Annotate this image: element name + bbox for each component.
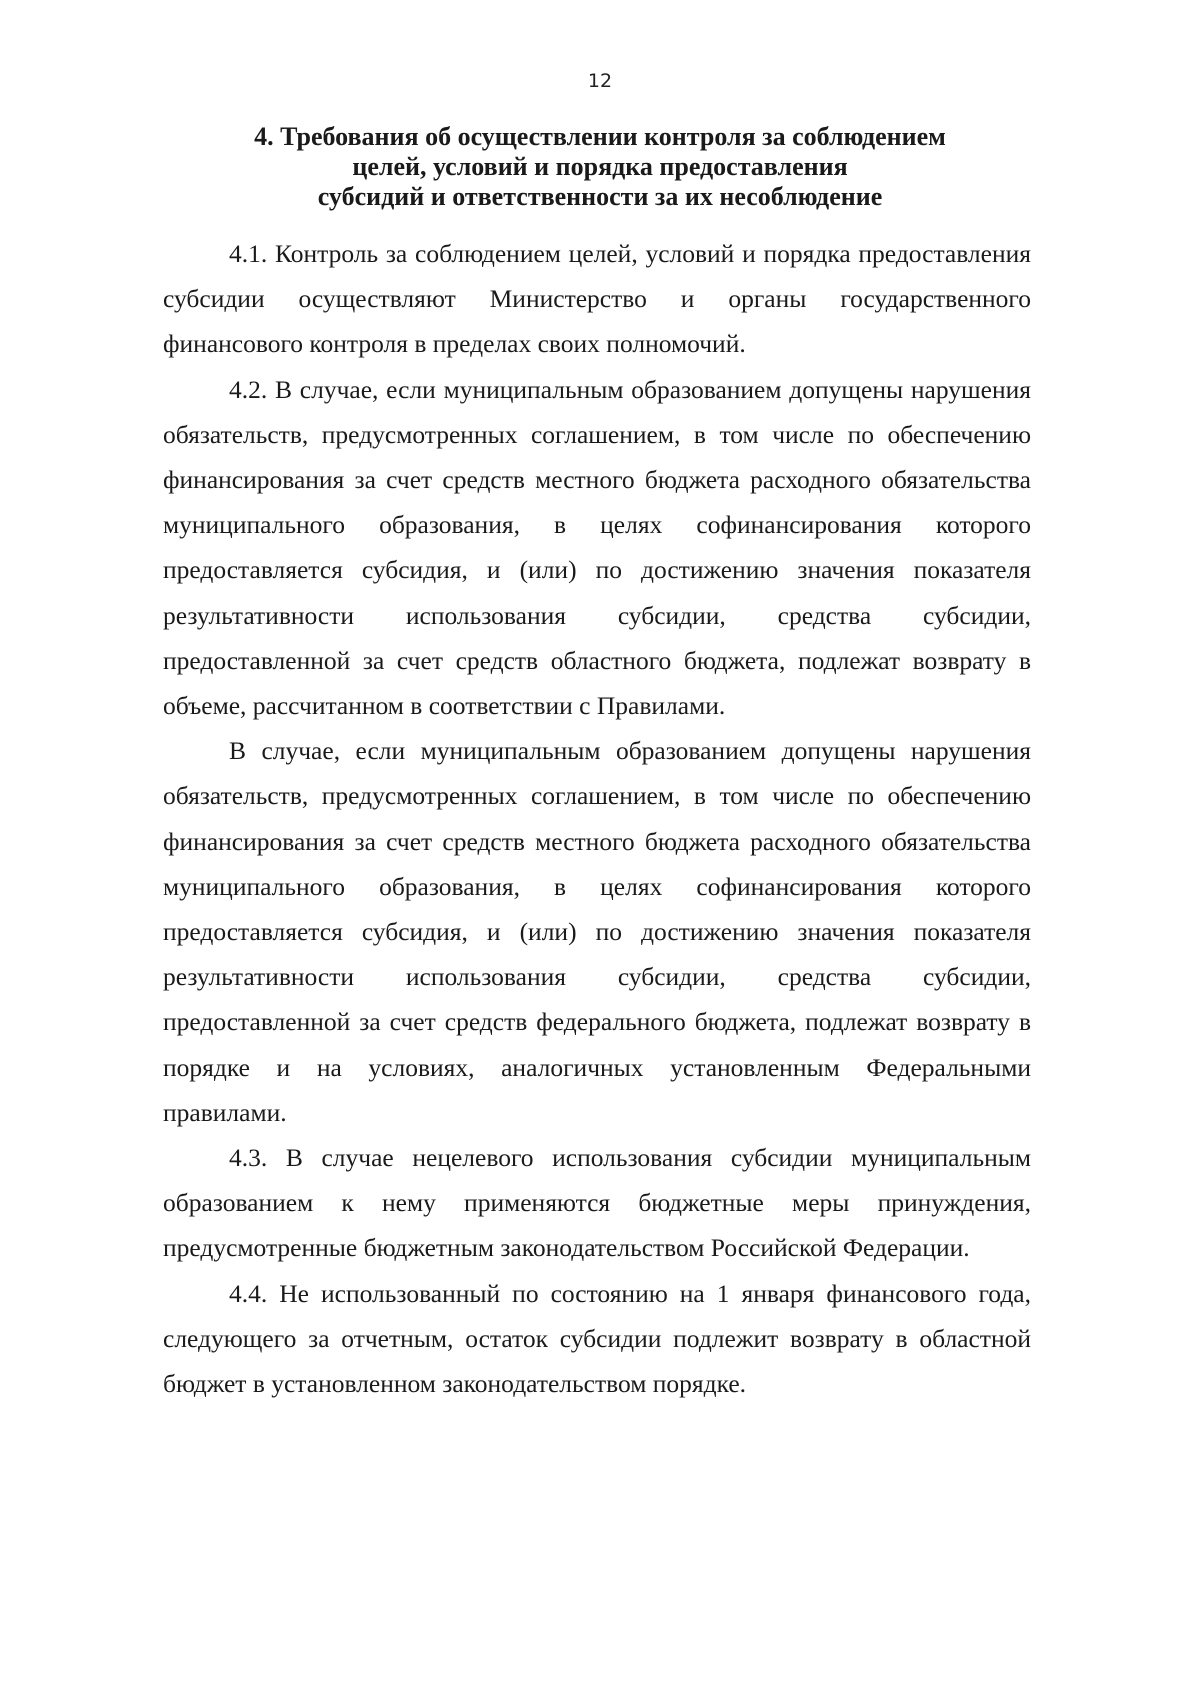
paragraph-4-3: 4.3. В случае нецелевого использования субсидии муниципальным образованием к нему применяются бюджетные меры принуждения, предусмотренные бюджетным законодательством Российской Федерации.	[163, 1143, 1031, 1263]
document-body	[163, 231, 1031, 1406]
heading-line-2: целей, условий и порядка предоставления	[352, 152, 848, 181]
paragraph-4-4: 4.4. Не использованный по состоянию на 1 января финансового года, следующего за отчетным, остаток субсидии подлежит возврату в областной бюджет в установленном законодательством порядке.	[163, 1278, 1031, 1399]
paragraph-4-2: 4.2. В случае, если муниципальным образованием допущены нарушения обязательств, предусмотренных соглашением, в том числе по обеспечению финансирования за счет средств местного бюджета расходного обязательства муниципального образования, в целях софинансирования которого предоставляется субсидия, и (или) по достижению значения показателя результативности использования субсидии, средства субсидии, предоставленной за счет средств областного бюджета, подлежат возврату в объеме, рассчитанном в соответствии с Правилами.	[163, 374, 1031, 721]
heading-line-1: 4. Требования об осуществлении контроля за соблюдением	[254, 122, 946, 151]
page-number: 12	[587, 70, 613, 92]
section-heading	[160, 122, 1040, 212]
paragraph-4-2-federal: В случае, если муниципальным образованием допущены нарушения обязательств, предусмотренных соглашением, в том числе по обеспечению финансирования за счет средств местного бюджета расходного обязательства муниципального образования, в целях софинансирования которого предоставляется субсидия, и (или) по достижению значения показателя результативности использования субсидии, средства субсидии, предоставленной за счет средств федерального бюджета, подлежат возврату в порядке и на условиях, аналогичных установленным Федеральными правилами.	[163, 736, 1031, 1127]
heading-line-3: субсидий и ответственности за их несоблюдение	[317, 182, 883, 211]
paragraph-4-1: 4.1. Контроль за соблюдением целей, условий и порядка предоставления субсидии осуществляют Министерство и органы государственного финансового контроля в пределах своих полномочий.	[163, 239, 1031, 359]
